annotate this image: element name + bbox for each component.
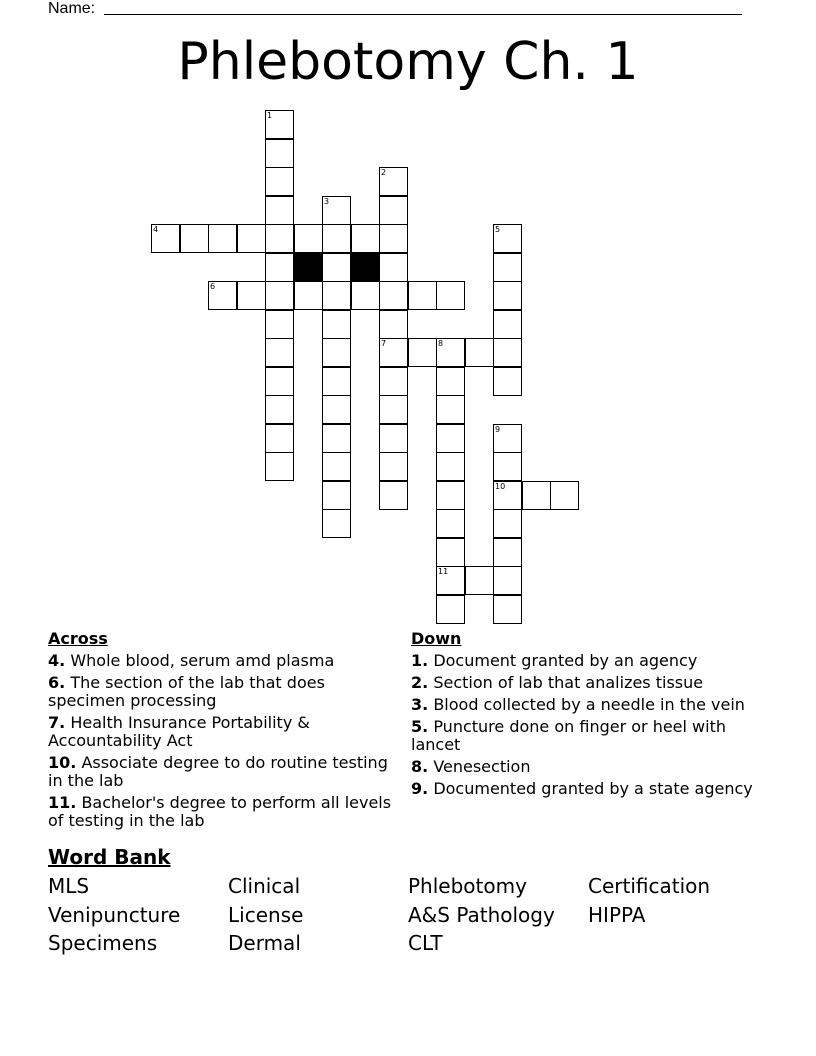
- crossword-cell[interactable]: [436, 481, 465, 510]
- crossword-cell[interactable]: [322, 310, 351, 339]
- crossword-cell[interactable]: [379, 338, 408, 367]
- crossword-cell[interactable]: [351, 224, 380, 253]
- down-clues: [411, 630, 763, 802]
- clue-number-label: 4: [153, 225, 159, 234]
- crossword-cell[interactable]: [408, 281, 437, 310]
- clue-number-label: 9: [495, 424, 501, 434]
- crossword-cell[interactable]: [493, 566, 522, 595]
- page-title: Phlebotomy Ch. 1: [177, 32, 639, 92]
- clue-text: Whole blood, serum amd plasma: [70, 651, 335, 670]
- crossword-cell[interactable]: [322, 424, 351, 453]
- crossword-cell[interactable]: [237, 224, 266, 253]
- clue-number: 6.: [48, 673, 66, 692]
- crossword-cell[interactable]: [493, 424, 522, 453]
- clue-number: 9.: [411, 779, 429, 798]
- crossword-cell[interactable]: [322, 253, 351, 282]
- name-label: Name:: [48, 0, 96, 17]
- crossword-cell[interactable]: [379, 310, 408, 339]
- word-bank-word: HIPPA: [588, 903, 646, 927]
- clue-number: 2.: [411, 673, 429, 692]
- crossword-cell[interactable]: [265, 139, 294, 168]
- crossword-cell[interactable]: [522, 481, 551, 510]
- word-bank-word: CLT: [408, 931, 443, 955]
- crossword-cell[interactable]: [322, 395, 351, 424]
- clue-number: 4.: [48, 651, 66, 670]
- clue-number: 1.: [411, 651, 429, 670]
- crossword-cell[interactable]: [436, 566, 465, 595]
- clue-text: The section of the lab that does specimen processing: [48, 673, 325, 710]
- word-bank-heading: Word Bank: [48, 845, 171, 869]
- crossword-cell[interactable]: [493, 481, 522, 510]
- crossword-cell[interactable]: [151, 224, 180, 253]
- word-bank-word: MLS: [48, 874, 90, 898]
- clue-down-9: [411, 780, 763, 798]
- crossword-cell[interactable]: [294, 281, 323, 310]
- crossword-cell[interactable]: [265, 367, 294, 396]
- crossword-cell[interactable]: [208, 281, 237, 310]
- crossword-cell[interactable]: [493, 367, 522, 396]
- crossword-block: [351, 253, 380, 282]
- clue-number-label: 1: [267, 111, 273, 120]
- clue-across-6: [48, 674, 400, 710]
- crossword-cell[interactable]: [379, 224, 408, 253]
- crossword-cell[interactable]: [408, 338, 437, 367]
- crossword-cell[interactable]: [379, 452, 408, 481]
- word-bank-word: Certification: [588, 874, 711, 898]
- crossword-cell[interactable]: [322, 509, 351, 538]
- across-clues: [48, 630, 400, 834]
- clue-number: 7.: [48, 713, 66, 732]
- crossword-cell[interactable]: [493, 224, 522, 253]
- crossword-cell[interactable]: [265, 110, 294, 139]
- clue-number: 10.: [48, 753, 77, 772]
- crossword-cell[interactable]: [436, 595, 465, 624]
- crossword-cell[interactable]: [208, 224, 237, 253]
- crossword-cell[interactable]: [322, 281, 351, 310]
- crossword-cell[interactable]: [351, 281, 380, 310]
- crossword-cell[interactable]: [436, 424, 465, 453]
- clue-number: 8.: [411, 757, 429, 776]
- clue-down-1: [411, 652, 763, 670]
- crossword-cell[interactable]: [322, 224, 351, 253]
- crossword-cell[interactable]: [265, 310, 294, 339]
- crossword-cell[interactable]: [493, 509, 522, 538]
- crossword-cell[interactable]: [493, 310, 522, 339]
- crossword-cell[interactable]: [379, 281, 408, 310]
- crossword-cell[interactable]: [465, 566, 494, 595]
- crossword-cell[interactable]: [493, 452, 522, 481]
- crossword-cell[interactable]: [265, 253, 294, 282]
- clue-text: Health Insurance Portability & Accountability Act: [48, 713, 310, 750]
- clue-down-2: [411, 674, 763, 692]
- clue-down-5: [411, 718, 763, 754]
- word-bank-word: Venipuncture: [48, 903, 181, 927]
- crossword-cell[interactable]: [379, 167, 408, 196]
- clue-number-label: 2: [381, 168, 387, 177]
- crossword-cell[interactable]: [294, 224, 323, 253]
- crossword-cell[interactable]: [265, 338, 294, 367]
- clue-across-10: [48, 754, 400, 790]
- crossword-cell[interactable]: [379, 395, 408, 424]
- crossword-cell[interactable]: [322, 367, 351, 396]
- clue-down-3: [411, 696, 763, 714]
- clue-number-label: 3: [324, 196, 330, 206]
- crossword-cell[interactable]: [493, 595, 522, 624]
- clue-number: 5.: [411, 717, 429, 736]
- crossword-cell[interactable]: [265, 452, 294, 481]
- crossword-cell[interactable]: [379, 481, 408, 510]
- crossword-cell[interactable]: [379, 253, 408, 282]
- down-heading: Down: [411, 629, 462, 648]
- clue-text: Bachelor's degree to perform all levels of testing in the lab: [48, 793, 392, 830]
- clue-text: Puncture done on finger or heel with lancet: [411, 717, 726, 754]
- clue-number-label: 8: [438, 339, 444, 348]
- crossword-cell[interactable]: [436, 509, 465, 538]
- crossword-cell[interactable]: [493, 253, 522, 282]
- clue-number-label: 6: [210, 282, 216, 291]
- clue-number-label: 11: [438, 567, 449, 576]
- crossword-block: [294, 253, 323, 282]
- crossword-cell[interactable]: [379, 367, 408, 396]
- crossword-cell[interactable]: [265, 167, 294, 196]
- crossword-cell[interactable]: [265, 281, 294, 310]
- crossword-cell[interactable]: [436, 452, 465, 481]
- crossword-cell[interactable]: [436, 338, 465, 367]
- word-bank-word: A&S Pathology: [408, 903, 555, 927]
- crossword-cell[interactable]: [436, 395, 465, 424]
- crossword-cell[interactable]: [436, 367, 465, 396]
- clue-number: 11.: [48, 793, 77, 812]
- clue-down-8: [411, 758, 763, 776]
- crossword-cell[interactable]: [322, 338, 351, 367]
- clue-across-7: [48, 714, 400, 750]
- crossword-cell[interactable]: [265, 424, 294, 453]
- crossword-cell[interactable]: [322, 196, 351, 225]
- crossword-cell[interactable]: [322, 452, 351, 481]
- crossword-cell[interactable]: [180, 224, 209, 253]
- clue-text: Documented granted by a state agency: [433, 779, 753, 798]
- word-bank-word: Clinical: [228, 874, 301, 898]
- crossword-cell[interactable]: [322, 481, 351, 510]
- clue-text: Venesection: [433, 757, 531, 776]
- clue-number-label: 10: [495, 481, 506, 491]
- crossword-cell[interactable]: [493, 281, 522, 310]
- crossword-cell[interactable]: [237, 281, 266, 310]
- clue-number-label: 7: [381, 339, 387, 348]
- crossword-cell[interactable]: [436, 281, 465, 310]
- clue-number-label: 5: [495, 225, 501, 234]
- crossword-cell[interactable]: [379, 424, 408, 453]
- clue-across-4: [48, 652, 400, 670]
- word-bank-word: Phlebotomy: [408, 874, 527, 898]
- clue-across-11: [48, 794, 400, 830]
- clue-text: Section of lab that analizes tissue: [433, 673, 704, 692]
- clue-text: Associate degree to do routine testing in the lab: [48, 753, 388, 790]
- crossword-cell[interactable]: [265, 196, 294, 225]
- clue-text: Document granted by an agency: [433, 651, 698, 670]
- across-heading: Across: [48, 629, 108, 648]
- crossword-cell[interactable]: [493, 338, 522, 367]
- clue-text: Blood collected by a needle in the vein: [433, 695, 745, 714]
- crossword-cell[interactable]: [379, 196, 408, 225]
- crossword-cell[interactable]: [550, 481, 579, 510]
- crossword-cell[interactable]: [493, 538, 522, 567]
- crossword-cell[interactable]: [265, 224, 294, 253]
- crossword-cell[interactable]: [265, 395, 294, 424]
- word-bank-word: License: [228, 903, 304, 927]
- crossword-cell[interactable]: [436, 538, 465, 567]
- word-bank-word: Specimens: [48, 931, 158, 955]
- clue-number: 3.: [411, 695, 429, 714]
- crossword-cell[interactable]: [465, 338, 494, 367]
- word-bank-word: Dermal: [228, 931, 301, 955]
